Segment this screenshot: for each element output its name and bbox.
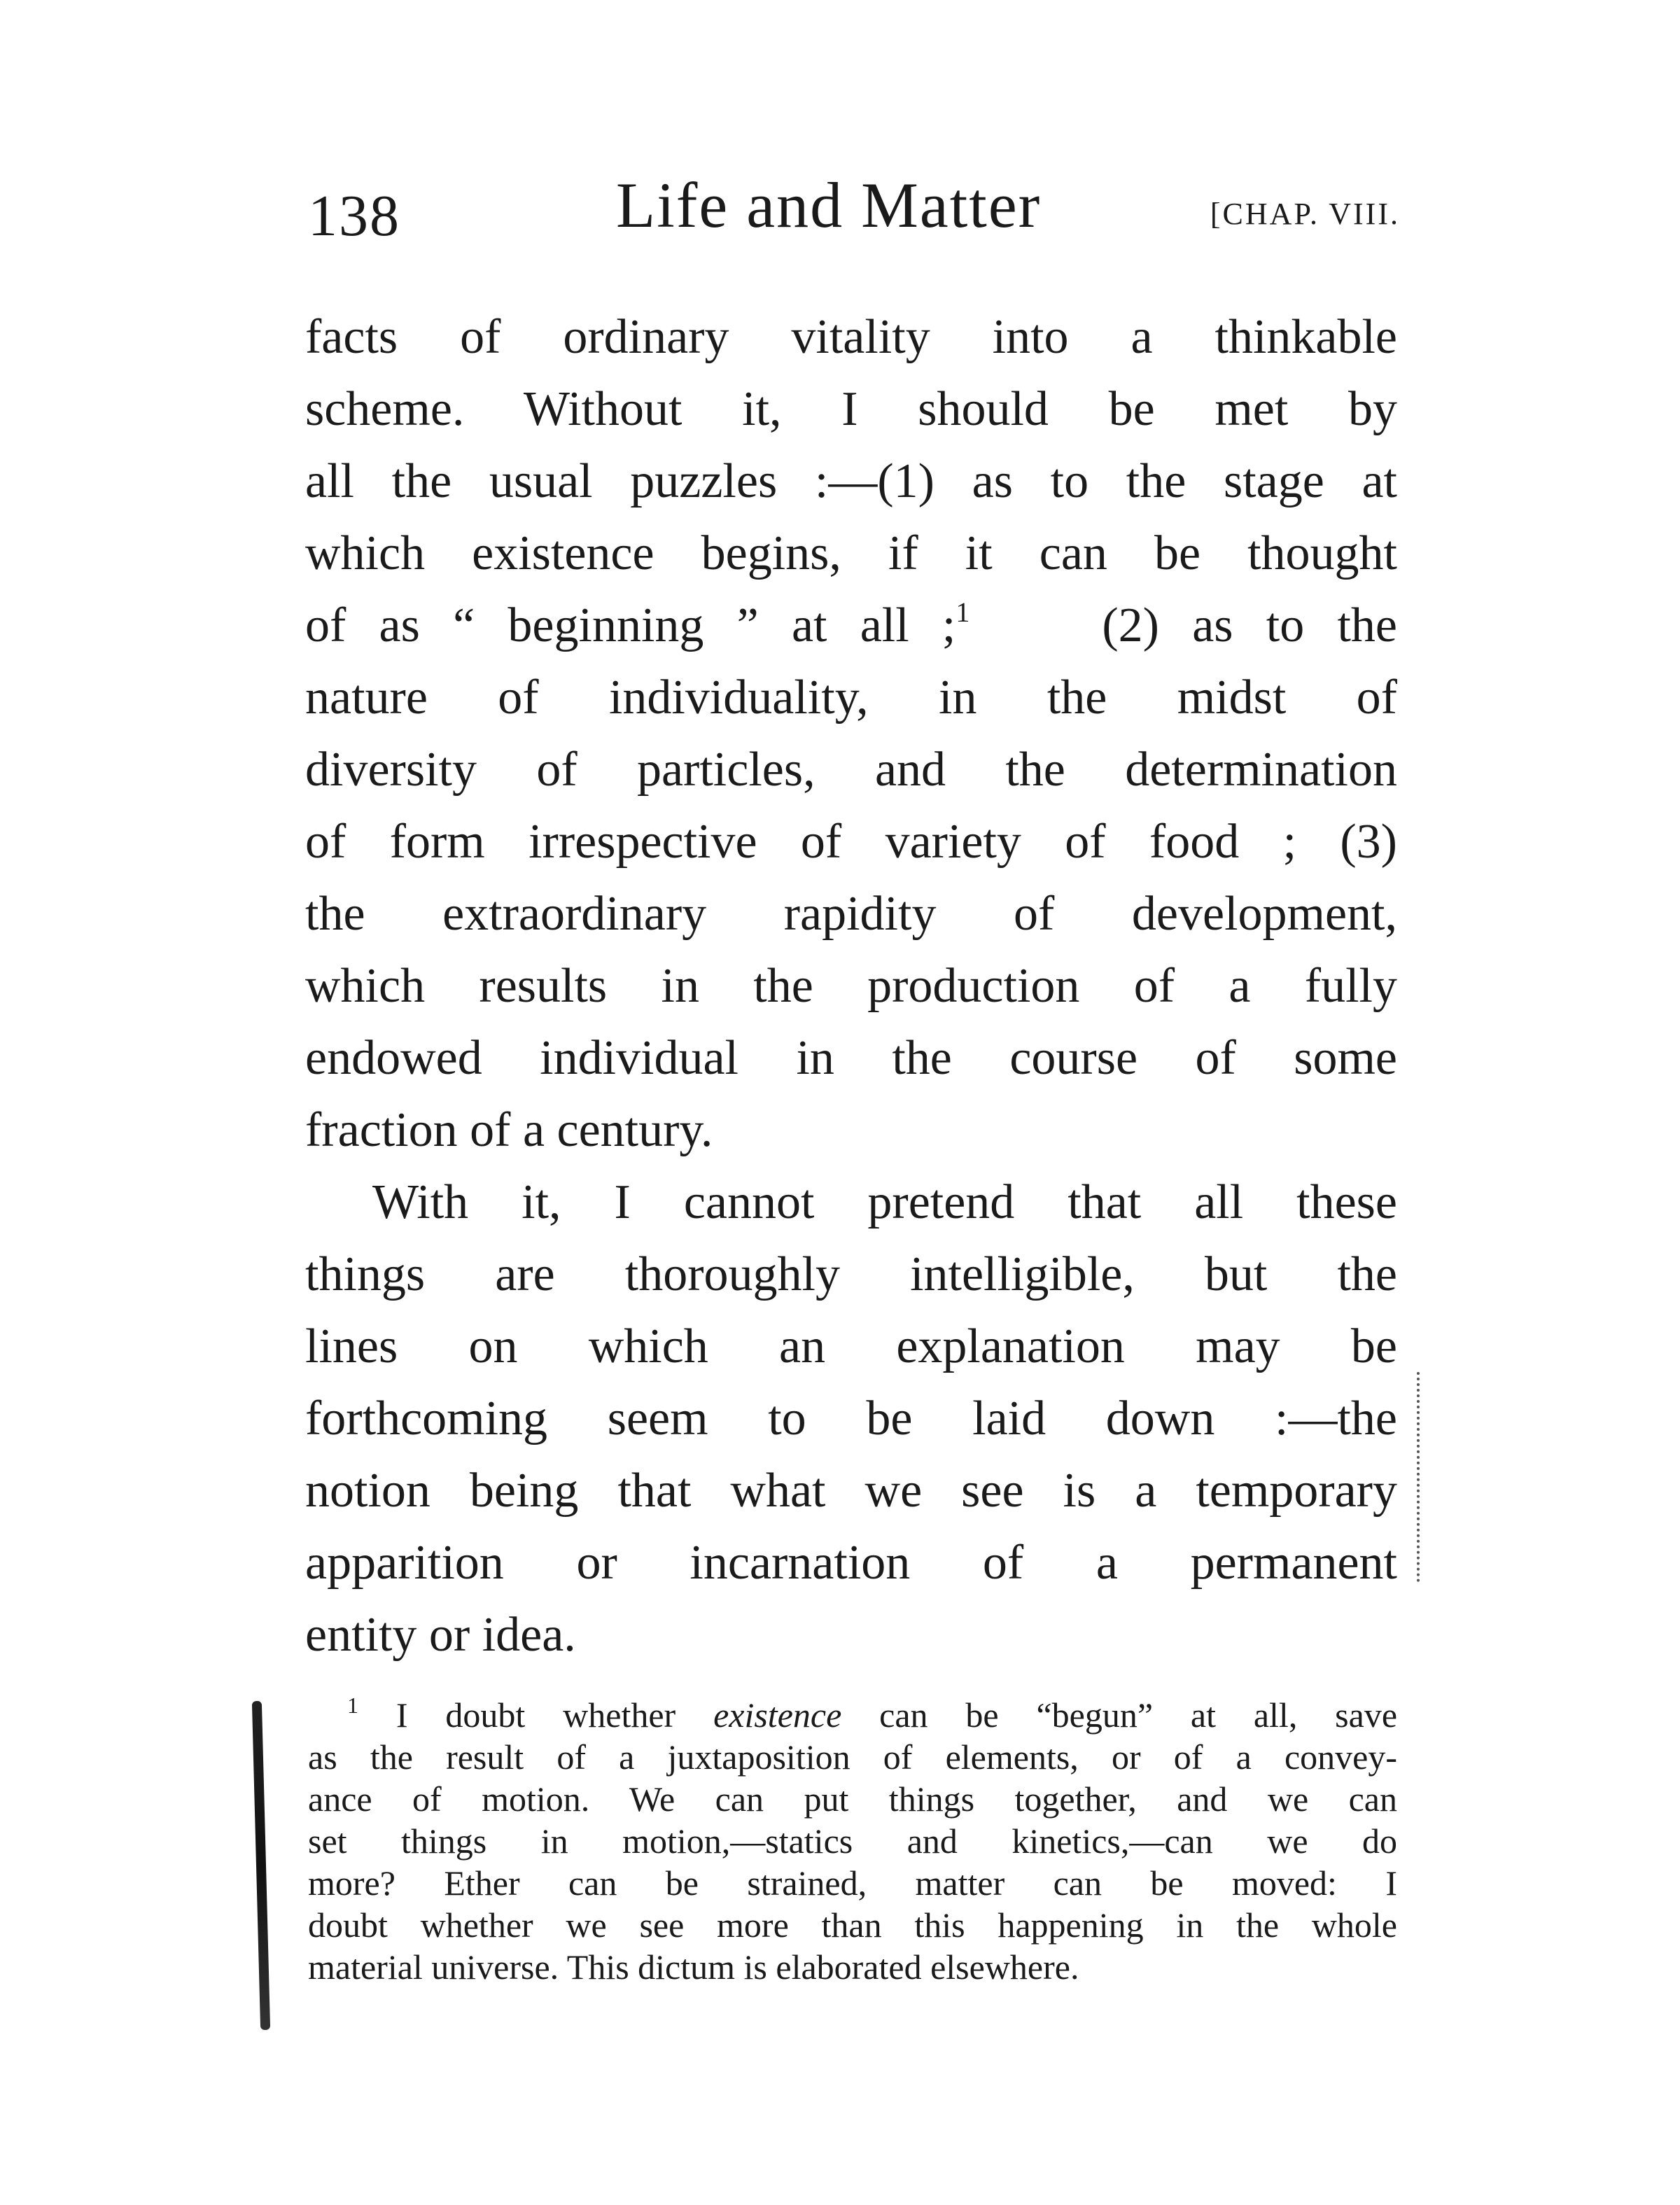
text-segment: of as “ beginning ” at all ;	[305, 598, 956, 652]
body-text	[305, 301, 1397, 1671]
text-line: facts of ordinary vitality into a thinkable	[305, 310, 1397, 364]
text-segment: I doubt whether	[396, 1695, 676, 1735]
running-title: Life and Matter	[616, 169, 1042, 241]
text-line: which existence begins, if it can be thought	[305, 526, 1397, 580]
chapter-reference: [CHAP. VIII.	[1210, 197, 1400, 231]
text-line: things are thoroughly intelligible, but the	[305, 1247, 1397, 1301]
footnote-line	[308, 1694, 1397, 1736]
text-line: With it, I cannot pretend that all these	[372, 1175, 1397, 1229]
footnote-line: set things in motion,—statics and kinetics,—can we do	[308, 1821, 1397, 1861]
text-line: notion being that what we see is a temporary	[305, 1464, 1397, 1518]
paragraph-2	[305, 1166, 1397, 1671]
text-line: diversity of particles, and the determination	[305, 743, 1397, 797]
footnote-marker: 1	[347, 1693, 358, 1718]
text-line: fraction of a century.	[305, 1103, 713, 1157]
text-line: endowed individual in the course of some	[305, 1031, 1397, 1085]
text-line: the extraordinary rapidity of development,	[305, 887, 1397, 941]
text-line: nature of individuality, in the midst of	[305, 671, 1397, 724]
page-number: 138	[308, 183, 400, 248]
marginal-pencil-line	[252, 1701, 270, 2030]
text-segment: (2) as to the	[1102, 598, 1397, 652]
paragraph-1	[305, 301, 1397, 1166]
footnote-line: doubt whether we see more than this happening in the whole	[308, 1905, 1397, 1945]
footnote	[308, 1694, 1397, 1988]
text-line: entity or idea.	[305, 1608, 576, 1662]
text-line: of form irrespective of variety of food ; (3)	[305, 815, 1397, 869]
text-line: forthcoming seem to be laid down :—the	[305, 1392, 1397, 1446]
text-line: apparition or incarnation of a permanent	[305, 1536, 1397, 1590]
text-line: which results in the production of a fully	[305, 959, 1397, 1013]
footnote-line: ance of motion. We can put things together, and we can	[308, 1779, 1397, 1819]
emphasis-word: existence	[713, 1695, 842, 1735]
text-segment: can be “begun” at all, save	[879, 1695, 1398, 1735]
text-line-with-footnote-ref	[305, 589, 1397, 662]
footnote-line: material universe. This dictum is elaborated elsewhere.	[308, 1947, 1079, 1987]
footnote-reference: 1	[955, 596, 970, 628]
text-line: all the usual puzzles :—(1) as to the stage at	[305, 454, 1397, 508]
footnote-line: more? Ether can be strained, matter can be moved: I	[308, 1863, 1397, 1903]
text-line: lines on which an explanation may be	[305, 1320, 1397, 1373]
text-line: scheme. Without it, I should be met by	[305, 382, 1397, 436]
margin-dotted-mark	[1417, 1372, 1427, 1582]
footnote-line: as the result of a juxtaposition of elements, or of a convey-	[308, 1737, 1397, 1777]
page-header	[308, 168, 1400, 252]
